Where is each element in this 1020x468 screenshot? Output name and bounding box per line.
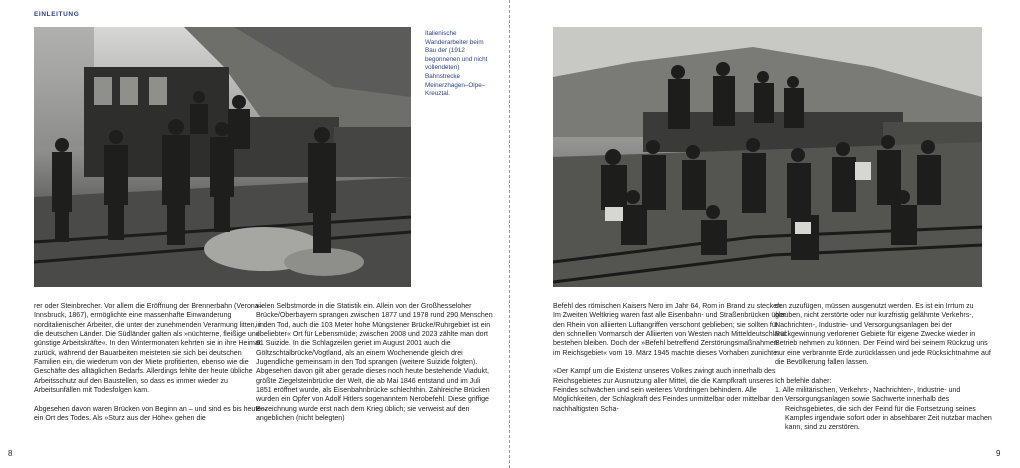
paragraph: den zuzufügen, müssen ausgenutzt werden. Es ist ein Irrtum zu glauben, nicht zerstörte oder nur kurzfristig gelähmte Verkehrs-, Nachrichten-, Industrie- und Versorgungsanlagen bei der Rückgewinnung verlorener Gebiete für eigene Zwecke wieder in Betrieb nehmen zu können. Der Feind wird bei seinem Rückzug uns nur eine verbrannte Erde zurücklassen und jede Rücksichtnahme auf die Bevölkerung fallen lassen. [775,303,991,367]
paragraph: Befehl des römischen Kaisers Nero im Jahr 64, Rom in Brand zu stecken. Im Zweiten Weltkrieg waren fast alle Eisenbahn- und Straßenbrücken über den Rhein von alliierten Luftangriffen verschont geblieben; sie sollten für den schnellen Vormarsch der Alliierten von Westen nach Mitteldeutschland bestehen bleiben. Doch der »Befehl betreffend Zerstörungsmaßnahmen im Reichsgebiet« vom 19. März 1945 machte dieses Vorhaben zunichte: [553,303,786,357]
page-divider [509,0,510,468]
paragraph: »Der Kampf um die Existenz unseres Volkes zwingt auch innerhalb des Reichsgebietes zur Ausnutzung aller Mittel, die die Kampfkraft unseres Feindes schwächen und sein weiteres Vordringen behindern. Alle Möglichkeiten, der Schlagkraft des Feindes unmittelbar oder mittelbar den nachhaltigsten Scha- [553,368,784,413]
right-text-column-1 [553,302,787,414]
section-label: EINLEITUNG [34,11,80,18]
right-text-column-2 [775,302,999,433]
left-text-column-1 [34,302,268,423]
photo-caption: Italienische Wanderarbeiter beim Bau der (1912 begonnenen und nicht vollendeten) Bahnstrecke Meinerzhagen–Olpe–Kreuztal. [425,30,488,98]
paragraph: rer oder Steinbrecher. Vor allem die Eröffnung der Brennerbahn (Verona–Innsbruck, 1867), ermöglichte eine massenhafte Einwanderung norditalienischer Arbeiter, die unter der zunehmenden Verarmung litten, in die deutschen Länder. Die Südländer galten als »nüchterne, fleißige und günstige Arbeitskräfte«. In den Wintermonaten kehrten sie in ihre Heimat zurück, während der Bauarbeiten meisteten sie sich bei deutschen Familien ein, die wiederum von der Miete profitierten, ebenso wie die Geschäfte des alltäglichen Bedarfs. Allerdings fehlte der heute übliche Arbeitsschutz auf den Baustellen, so dass es immer wieder zu Arbeitsunfällen mit Todesfolgen kam. [34,303,264,395]
photo-illustration [553,27,982,287]
photo-illustration [34,27,411,287]
page-number-right: 9 [996,449,1001,458]
page-number-left: 8 [8,449,13,458]
right-page [512,0,1020,468]
historical-photo-worker-group [553,27,982,287]
historical-photo-workers-locomotive [34,27,411,287]
paragraph: Abgesehen davon waren Brücken von Beginn an – und sind es bis heute – ein Ort des Todes. Als »Sturz aus der Höhe« gehen die [34,405,268,423]
numbered-list-item: 1. Alle militärischen, Verkehrs-, Nachrichten-, Industrie- und Versorgungsanlagen sowie Sachwerte innerhalb des Reichsgebietes, die sich der Feind für die Fortsetzung seines Kampfes irgendwie sofort oder in absehbarer Zeit nutzbar machen kann, sind zu zerstören. [775,387,992,432]
paragraph: vielen Selbstmorde in die Statistik ein. Allein von der Großhesseloher Brücke/Oberbayern sprangen zwischen 1877 und 1978 rund 290 Menschen in den Tod, auch die 103 Meter hohe Müngstener Brücke/Ruhrgebiet ist ein »beliebter« Ort für Lebensmüde; zwischen 2008 und 2023 zählte man dort 61 Suizide. In die Schlagzeilen geriet im August 2001 auch die Göltzschtalbrücke/Vogtland, als an einem Wochenende gleich drei Jugendliche gemeinsam in den Tod sprangen (weitere Suizide folgten). Abgesehen davon gilt aber gerade dieses noch heute bestehende Viadukt, größte Ziegelsteinbrücke der Welt, die ab Mai 1846 entstand und im Juli 1851 eröffnet wurde, als Eisenbahnbrücke schlechthin. Zahlreiche Brücken wurden ein Opfer von Adolf Hitlers sogenanntem Nerobefehl. Diese griffige Bezeichnung wurde erst nach dem Krieg üblich; sie verweist auf den angeblichen (nicht belegten) [256,303,493,423]
left-page [0,0,508,468]
paragraph: Ich befehle daher: [775,377,832,385]
left-text-column-2 [256,302,496,423]
